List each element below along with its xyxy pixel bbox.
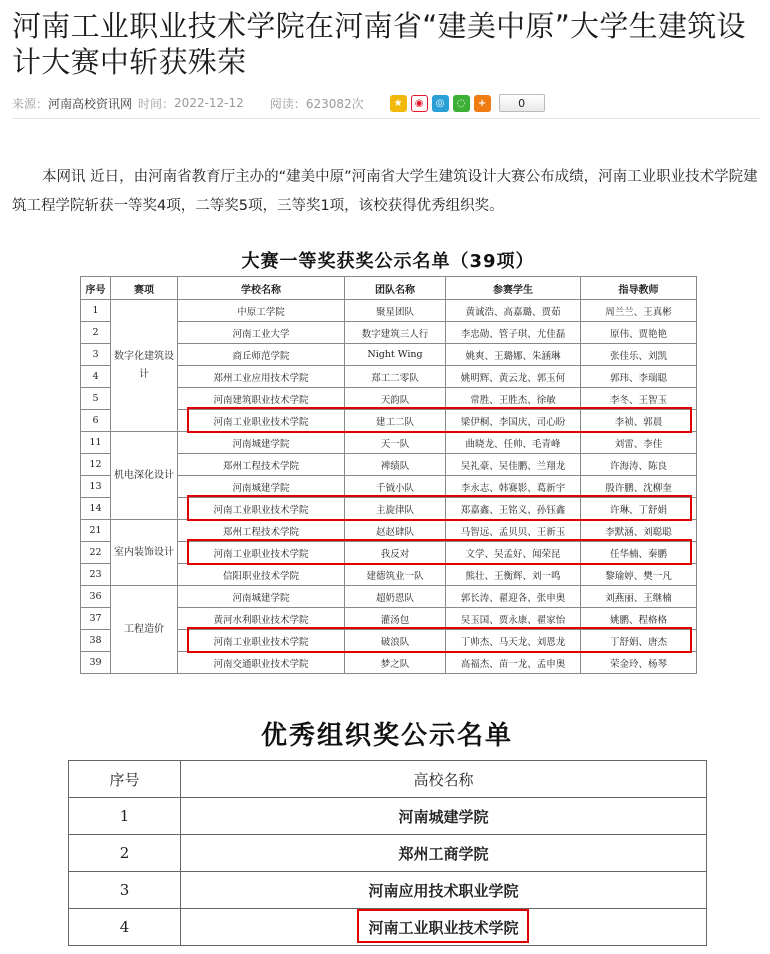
meta-divider: [12, 118, 760, 119]
row-number: 13: [81, 476, 111, 498]
school-cell: 河南城建学院: [178, 432, 345, 454]
teachers-cell: 李默涵、刘聪聪: [581, 520, 697, 542]
team-cell: 千钺小队: [345, 476, 446, 498]
team-cell: 我反对: [345, 542, 446, 564]
category-cell: 数字化建筑设计: [111, 300, 178, 432]
students-cell: 高福杰、苗一龙、孟申奥: [446, 652, 581, 674]
students-cell: 吴玉国、贾永康、翟家怡: [446, 608, 581, 630]
row-number: 3: [81, 344, 111, 366]
article-meta: [12, 92, 762, 114]
share-count[interactable]: 0: [499, 94, 545, 112]
first-prize-figure: [80, 248, 696, 674]
row-number: 22: [81, 542, 111, 564]
row-number: 12: [81, 454, 111, 476]
first-prize-table: [80, 276, 697, 674]
school-cell: [181, 872, 707, 909]
school-name: 河南城建学院: [398, 807, 489, 826]
row-number: 38: [81, 630, 111, 652]
school-cell: 河南工业职业技术学院: [178, 498, 345, 520]
article-paragraph: 本网讯 近日，由河南省教育厅主办的“建美中原”河南省大学生建筑设计大赛公布成绩，河南工业职业技术学院建筑工程学院斩获一等奖4项，二等奖5项，三等奖1项，该校获得优秀组织奖。: [12, 169, 758, 214]
row-number: 23: [81, 564, 111, 586]
students-cell: 丁帅杰、马天龙、刘恩龙: [446, 630, 581, 652]
school-name: 河南应用技术职业学院: [368, 881, 519, 900]
team-cell: 破浪队: [345, 630, 446, 652]
team-cell: 郑工二零队: [345, 366, 446, 388]
tencent-weibo-icon[interactable]: ◎: [432, 95, 449, 112]
table-row: [69, 909, 707, 946]
more-share-icon[interactable]: +: [474, 95, 491, 112]
teachers-cell: 李冬、王智玉: [581, 388, 697, 410]
column-header: 参赛学生: [446, 277, 581, 300]
teachers-cell: 郭玮、李瑞聪: [581, 366, 697, 388]
team-cell: 聚星团队: [345, 300, 446, 322]
teachers-cell: 周兰兰、王真彬: [581, 300, 697, 322]
team-cell: 赵赵肆队: [345, 520, 446, 542]
school-cell: 商丘师范学院: [178, 344, 345, 366]
teachers-cell: 许海涛、陈良: [581, 454, 697, 476]
school-cell: 河南工业职业技术学院: [178, 410, 345, 432]
teachers-cell: 许琳、丁舒娟: [581, 498, 697, 520]
school-cell: [181, 835, 707, 872]
article-title: 河南工业职业技术学院在河南省“建美中原”大学生建筑设计大赛中斩获殊荣: [12, 9, 746, 79]
row-number: 3: [69, 872, 181, 909]
qzone-icon[interactable]: ★: [390, 95, 407, 112]
table-row: [69, 872, 707, 909]
students-cell: 常胜、王胜杰、徐敏: [446, 388, 581, 410]
students-cell: 姚爽、王璐娜、朱涵琳: [446, 344, 581, 366]
table-header-row: [81, 277, 697, 300]
students-cell: 梁伊桐、李国庆、司心盼: [446, 410, 581, 432]
wechat-icon[interactable]: ◌: [453, 95, 470, 112]
row-number: 37: [81, 608, 111, 630]
school-cell: 河南建筑职业技术学院: [178, 388, 345, 410]
category-cell: 机电深化设计: [111, 432, 178, 520]
team-cell: 超奶恩队: [345, 586, 446, 608]
school-cell: 黄河水利职业技术学院: [178, 608, 345, 630]
teachers-cell: 任华楠、秦鹏: [581, 542, 697, 564]
row-number: 1: [69, 798, 181, 835]
row-number: 36: [81, 586, 111, 608]
views-label: 阅读：: [269, 96, 306, 111]
row-number: 1: [81, 300, 111, 322]
school-cell: 河南城建学院: [178, 476, 345, 498]
column-header: 序号: [81, 277, 111, 300]
organization-award-table: [68, 760, 707, 946]
school-cell: 河南工业职业技术学院: [178, 630, 345, 652]
teachers-cell: 刘雷、李佳: [581, 432, 697, 454]
school-cell: 郑州工程技术学院: [178, 520, 345, 542]
table-row: [69, 835, 707, 872]
team-cell: 裨绩队: [345, 454, 446, 476]
source-label: 来源：: [12, 96, 49, 111]
students-cell: 姚明辉、黄云龙、郭玉何: [446, 366, 581, 388]
table-row: [81, 432, 697, 454]
first-prize-title: 大赛一等奖获奖公示名单（39项）: [241, 251, 535, 272]
team-cell: 建德筑业一队: [345, 564, 446, 586]
team-cell: 数字建筑三人行: [345, 322, 446, 344]
team-cell: 天韵队: [345, 388, 446, 410]
row-number: 39: [81, 652, 111, 674]
column-header: 序号: [69, 761, 181, 798]
column-header: 学校名称: [178, 277, 345, 300]
team-cell: 天一队: [345, 432, 446, 454]
column-header: 团队名称: [345, 277, 446, 300]
school-cell: 河南交通职业技术学院: [178, 652, 345, 674]
table-header-row: [69, 761, 707, 798]
students-cell: 马智远、孟贝贝、王新玉: [446, 520, 581, 542]
students-cell: 郑嘉鑫、王铭义、孙钰鑫: [446, 498, 581, 520]
organization-award-figure: [68, 712, 706, 946]
school-cell: 郑州工业应用技术学院: [178, 366, 345, 388]
school-name: 河南工业职业技术学院: [368, 918, 519, 937]
table-row: [81, 520, 697, 542]
row-number: 4: [81, 366, 111, 388]
teachers-cell: 姚鹏、程格格: [581, 608, 697, 630]
team-cell: 主旋律队: [345, 498, 446, 520]
students-cell: 李忠勋、管子琪、尤佳磊: [446, 322, 581, 344]
students-cell: 熊壮、王衡辉、刘一鸣: [446, 564, 581, 586]
weibo-icon[interactable]: ◉: [411, 95, 428, 112]
row-number: 21: [81, 520, 111, 542]
students-cell: 郭长涛、翟迎各、张申奥: [446, 586, 581, 608]
time-label: 时间：: [138, 96, 175, 111]
teachers-cell: 殷许鹏、沈柳奎: [581, 476, 697, 498]
teachers-cell: 荣金玲、杨琴: [581, 652, 697, 674]
table-row: [81, 300, 697, 322]
row-number: 2: [81, 322, 111, 344]
school-name: 郑州工商学院: [398, 844, 489, 863]
share-bar: [390, 94, 545, 112]
team-cell: Night Wing: [345, 344, 446, 366]
row-number: 2: [69, 835, 181, 872]
row-number: 14: [81, 498, 111, 520]
school-cell: [181, 798, 707, 835]
school-cell: 中原工学院: [178, 300, 345, 322]
team-cell: 梦之队: [345, 652, 446, 674]
students-cell: 吴礼豪、吴佳鹏、兰翔龙: [446, 454, 581, 476]
students-cell: 文学、吴孟好、闻荣昆: [446, 542, 581, 564]
teachers-cell: 张佳乐、刘凯: [581, 344, 697, 366]
column-header: 赛项: [111, 277, 178, 300]
row-number: 11: [81, 432, 111, 454]
students-cell: 曲晓龙、任帅、毛青峰: [446, 432, 581, 454]
school-cell: 河南工业职业技术学院: [178, 542, 345, 564]
team-cell: 灌汤包: [345, 608, 446, 630]
category-cell: 室内装饰设计: [111, 520, 178, 586]
source-link[interactable]: 河南高校资讯网: [48, 96, 133, 111]
school-cell: [181, 909, 707, 946]
teachers-cell: 刘燕丽、王继楠: [581, 586, 697, 608]
teachers-cell: 原伟、贾艳艳: [581, 322, 697, 344]
row-number: 4: [69, 909, 181, 946]
column-header: 指导教师: [581, 277, 697, 300]
teachers-cell: 黎瑜婷、樊一凡: [581, 564, 697, 586]
students-cell: 李永志、韩赛影、葛新宇: [446, 476, 581, 498]
column-header: 高校名称: [181, 761, 707, 798]
school-cell: 信阳职业技术学院: [178, 564, 345, 586]
students-cell: 黄诚浩、高嘉璐、贾茹: [446, 300, 581, 322]
teachers-cell: 丁舒娟、唐杰: [581, 630, 697, 652]
teachers-cell: 李祯、郭晨: [581, 410, 697, 432]
views-count: 623082次: [305, 96, 364, 111]
category-cell: 工程造价: [111, 586, 178, 674]
team-cell: 建工二队: [345, 410, 446, 432]
school-cell: 河南城建学院: [178, 586, 345, 608]
row-number: 6: [81, 410, 111, 432]
table-row: [81, 586, 697, 608]
organization-award-title: 优秀组织奖公示名单: [260, 721, 513, 751]
table-row: [69, 798, 707, 835]
school-cell: 河南工业大学: [178, 322, 345, 344]
publish-time: 2022-12-12: [174, 96, 244, 110]
row-number: 5: [81, 388, 111, 410]
school-cell: 郑州工程技术学院: [178, 454, 345, 476]
